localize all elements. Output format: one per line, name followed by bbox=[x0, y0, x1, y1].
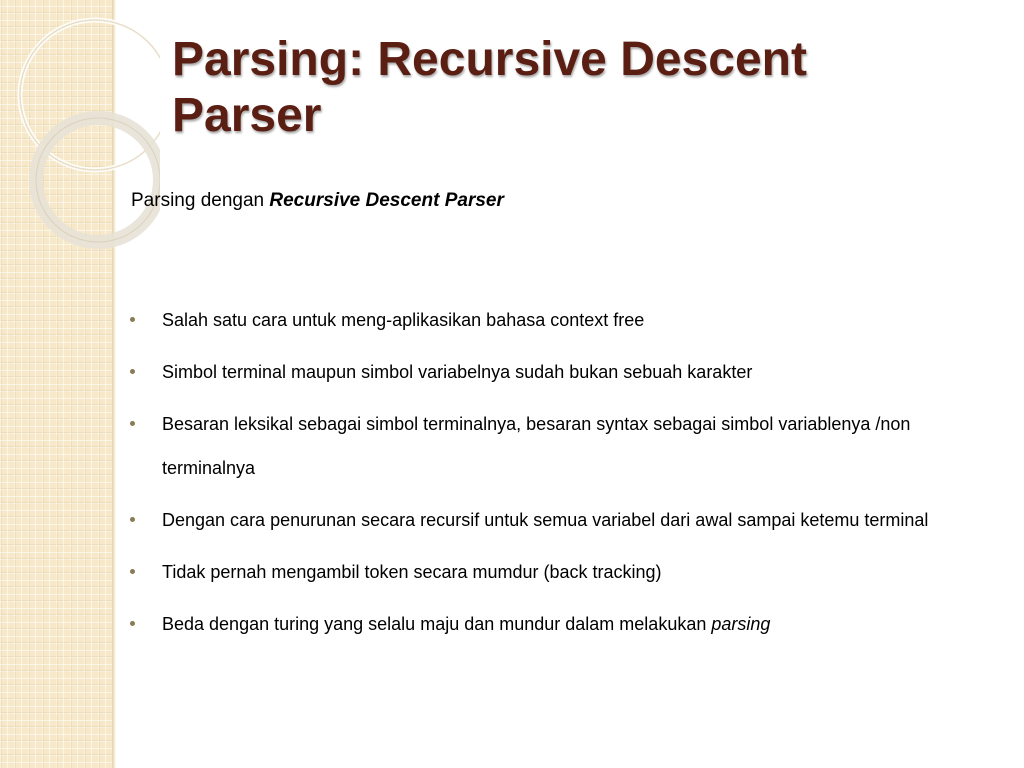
ring-decoration bbox=[0, 0, 160, 260]
bullet-dot-icon bbox=[130, 569, 135, 574]
subtitle-emphasis: Recursive Descent Parser bbox=[269, 190, 504, 211]
bullet-list bbox=[130, 298, 1000, 654]
slide-subtitle bbox=[131, 190, 504, 212]
bullet-item bbox=[130, 402, 1000, 490]
bullet-item bbox=[130, 350, 1000, 394]
bullet-dot-icon bbox=[130, 369, 135, 374]
bullet-text: Tidak pernah mengambil token secara mumdur (back tracking) bbox=[162, 562, 662, 582]
bullet-dot-icon bbox=[130, 421, 135, 426]
lower-ring bbox=[36, 118, 160, 242]
bullet-text: Besaran leksikal sebagai simbol terminalnya, besaran syntax sebagai simbol variablenya /non terminalnya bbox=[162, 414, 911, 478]
bullet-text-emphasis: parsing bbox=[711, 614, 771, 634]
bullet-text-prefix: Beda dengan turing yang selalu maju dan mundur dalam melakukan bbox=[162, 614, 712, 634]
subtitle-prefix: Parsing dengan bbox=[131, 190, 270, 211]
bullet-dot-icon bbox=[130, 517, 135, 522]
bullet-item bbox=[130, 498, 1000, 542]
slide-title: Parsing: Recursive Descent Parser bbox=[172, 33, 807, 142]
bullet-item bbox=[130, 602, 1000, 646]
bullet-dot-icon bbox=[130, 621, 135, 626]
bullet-dot-icon bbox=[130, 317, 135, 322]
bullet-text: Dengan cara penurunan secara recursif untuk semua variabel dari awal sampai ketemu terminal bbox=[162, 510, 929, 530]
bullet-item bbox=[130, 298, 1000, 342]
bullet-text: Salah satu cara untuk meng-aplikasikan bahasa context free bbox=[162, 310, 645, 330]
bullet-item bbox=[130, 550, 1000, 594]
bullet-text: Simbol terminal maupun simbol variabelnya sudah bukan sebuah karakter bbox=[162, 362, 753, 382]
